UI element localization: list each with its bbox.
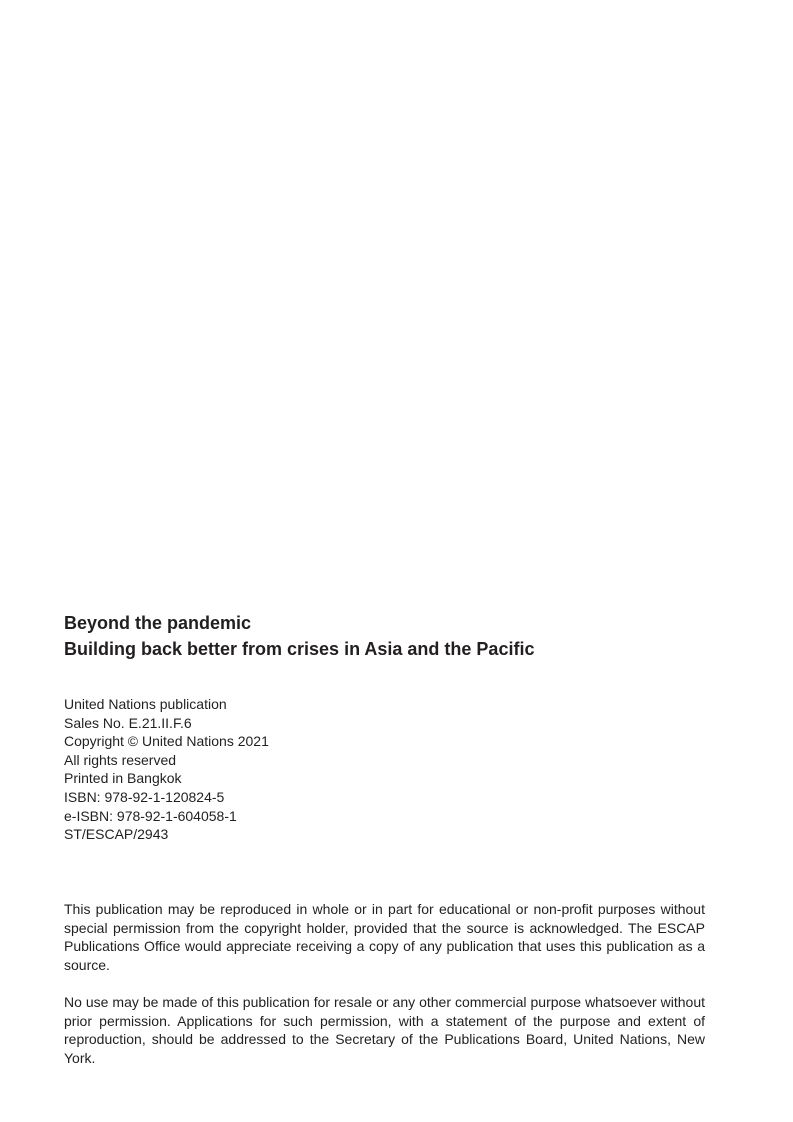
title-subtitle: Building back better from crises in Asia and the Pacific — [64, 639, 535, 659]
imprint-printed-in: Printed in Bangkok — [64, 770, 182, 787]
imprint-block — [64, 695, 464, 844]
imprint-copyright: Copyright © United Nations 2021 — [64, 733, 269, 750]
imprint-rights: All rights reserved — [64, 751, 177, 768]
imprint-isbn: ISBN: 978-92-1-120824-5 — [64, 788, 225, 805]
imprint-publisher: United Nations publication — [64, 696, 227, 712]
imprint-eisbn: e-ISBN: 978-92-1-604058-1 — [64, 807, 237, 824]
publication-title — [64, 610, 724, 662]
imprint-sales-number: Sales No. E.21.II.F.6 — [64, 714, 192, 731]
commercial-use-notice: No use may be made of this publication for resale or any other commercial purpose whatsoever without prior permission. Applications for such permission, with a statement of the purpose and extent of reproduction, should be addressed to the Secretary of the Publications Board, United Nations, New York. — [64, 994, 705, 1066]
title-main: Beyond the pandemic — [64, 613, 252, 633]
reproduction-notice: This publication may be reproduced in whole or in part for educational or non-profit purposes without special permission from the copyright holder, provided that the source is acknowledged. The ESCAP Publications Office would appreciate receiving a copy of any publication that uses this publication as a source. — [64, 901, 705, 973]
imprint-symbol: ST/ESCAP/2943 — [64, 826, 169, 843]
